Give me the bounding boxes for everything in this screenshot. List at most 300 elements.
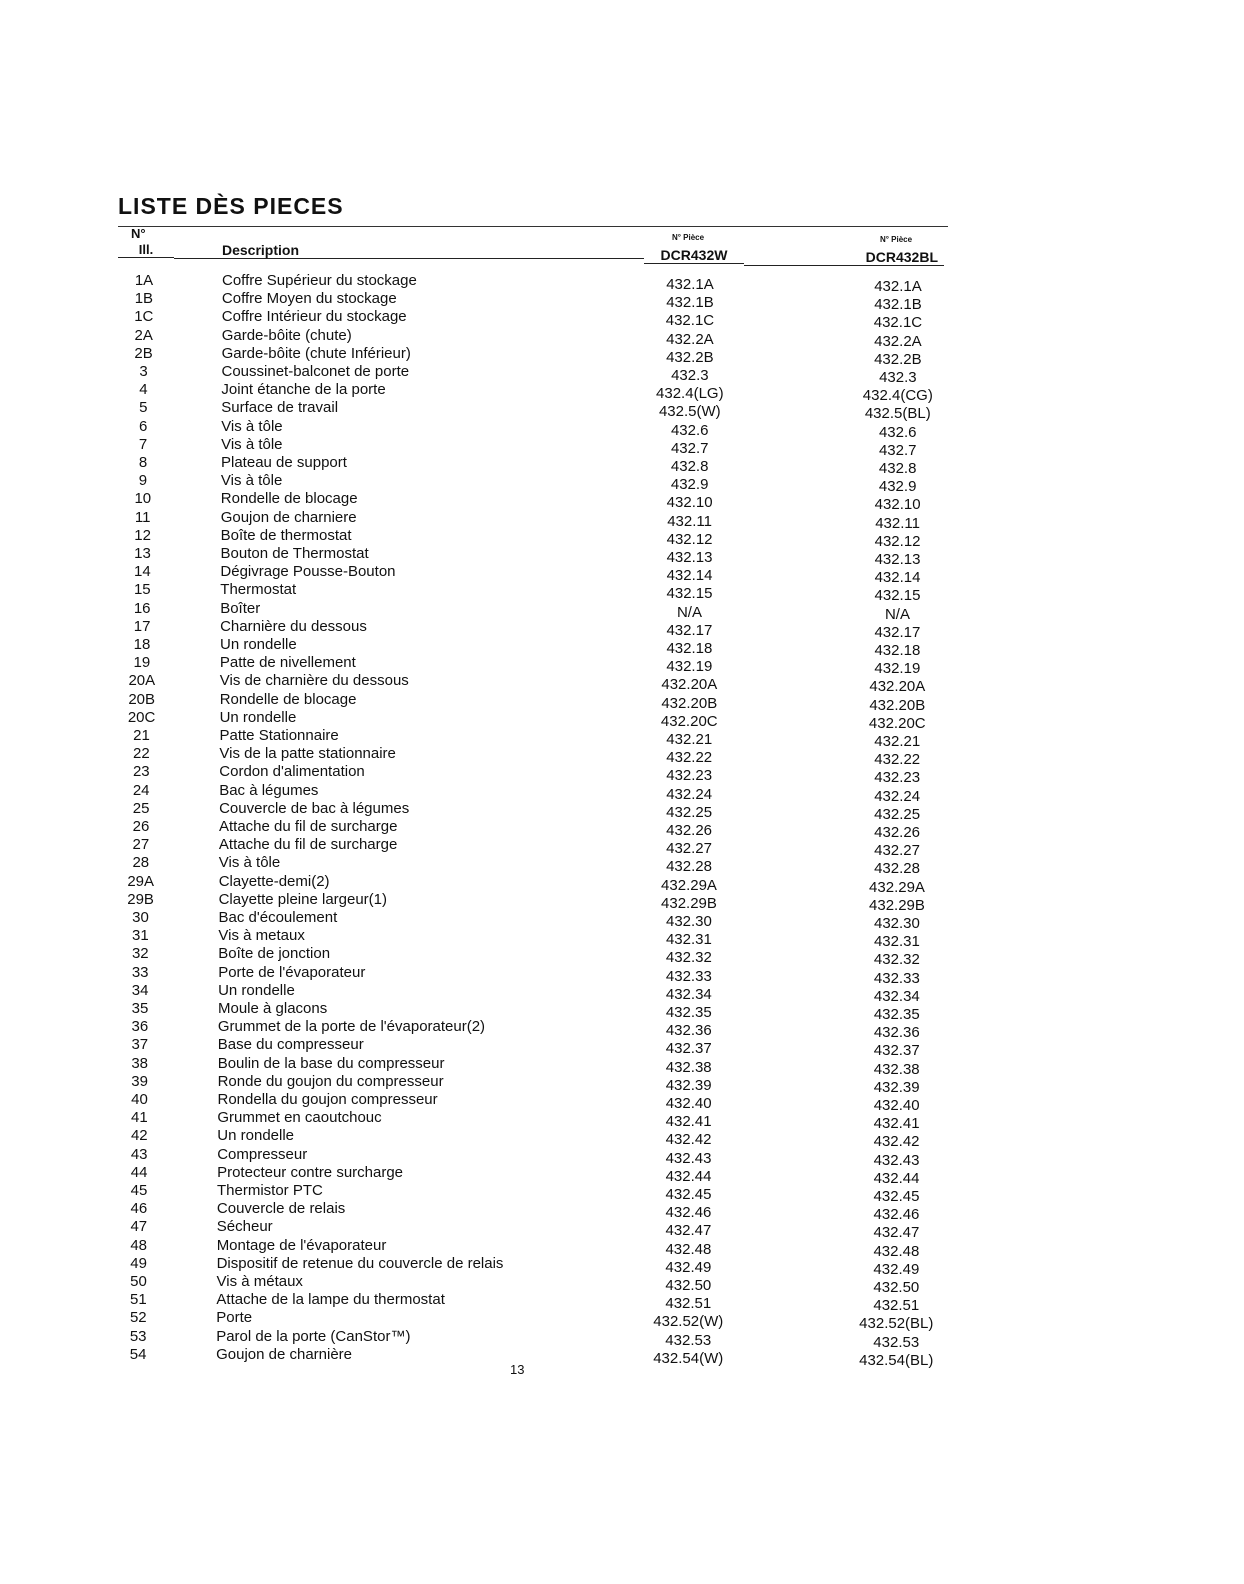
table-row bbox=[0, 909, 1244, 932]
table-row bbox=[0, 381, 1244, 405]
table-row bbox=[0, 526, 1244, 550]
part-code-dcr432w: 432.37 bbox=[665, 1040, 712, 1058]
part-code-dcr432w: 432.43 bbox=[665, 1149, 712, 1167]
part-number: 43 bbox=[130, 1145, 148, 1163]
header-model-1: DCR432W bbox=[644, 247, 744, 264]
table-row bbox=[0, 399, 1244, 423]
part-code-dcr432bl: 432.35 bbox=[873, 1006, 920, 1023]
part-description: Garde-bôite (chute) bbox=[221, 326, 352, 344]
part-description: Boîter bbox=[220, 599, 261, 617]
part-code-dcr432w: 432.8 bbox=[670, 458, 709, 475]
table-row bbox=[0, 927, 1244, 951]
table-row bbox=[0, 799, 1244, 823]
part-description: Couvercle de bac à légumes bbox=[219, 799, 410, 817]
part-code-dcr432w: 432.10 bbox=[666, 494, 713, 512]
part-code-dcr432w: 432.29A bbox=[661, 876, 717, 894]
part-code-dcr432w: 432.47 bbox=[665, 1222, 712, 1240]
table-row bbox=[0, 617, 1244, 641]
part-code-dcr432bl: 432.1A bbox=[874, 278, 922, 295]
part-code-dcr432w: 432.32 bbox=[665, 949, 712, 967]
part-number: 2A bbox=[134, 326, 153, 344]
part-description: Compresseur bbox=[217, 1145, 308, 1163]
part-number: 36 bbox=[131, 1018, 149, 1036]
part-code-dcr432w: 432.20A bbox=[661, 676, 718, 694]
part-code-dcr432bl: 432.19 bbox=[874, 660, 921, 678]
part-code-dcr432w: 432.1A bbox=[666, 276, 714, 293]
table-row bbox=[0, 654, 1244, 678]
part-code-dcr432w: 432.38 bbox=[665, 1058, 712, 1076]
table-row bbox=[0, 981, 1244, 1005]
part-number: 5 bbox=[139, 399, 148, 417]
part-code-dcr432w: 432.39 bbox=[665, 1076, 712, 1094]
part-code-dcr432bl: 432.13 bbox=[874, 551, 921, 568]
part-description: Vis à tôle bbox=[218, 854, 281, 872]
part-code-dcr432bl: 432.2B bbox=[874, 350, 922, 368]
part-number: 34 bbox=[131, 981, 149, 999]
part-number: 37 bbox=[131, 1036, 149, 1054]
part-description: Porte de l'évaporateur bbox=[218, 963, 366, 981]
part-code-dcr432bl: 432.29A bbox=[869, 878, 925, 896]
part-code-dcr432w: 432.27 bbox=[666, 840, 712, 858]
table-row bbox=[0, 344, 1244, 368]
part-description: Vis à tôle bbox=[221, 417, 283, 435]
part-number: 19 bbox=[133, 654, 151, 672]
part-description: Un rondelle bbox=[219, 708, 297, 726]
table-row bbox=[0, 1309, 1244, 1333]
part-number: 29A bbox=[127, 872, 155, 890]
part-code-dcr432w: 432.20B bbox=[661, 694, 718, 712]
part-code-dcr432bl: 432.36 bbox=[873, 1024, 920, 1042]
part-code-dcr432bl: 432.39 bbox=[873, 1078, 920, 1096]
table-row bbox=[0, 417, 1244, 441]
table-row bbox=[0, 1145, 1244, 1169]
part-number: 31 bbox=[132, 927, 149, 945]
part-number: 10 bbox=[134, 490, 152, 508]
part-code-dcr432bl: 432.12 bbox=[874, 532, 921, 550]
page-title: LISTE DÈS PIECES bbox=[118, 193, 344, 219]
part-code-dcr432bl: 432.30 bbox=[873, 915, 920, 932]
part-number: 13 bbox=[134, 545, 151, 562]
part-code-dcr432bl: 432.10 bbox=[874, 496, 921, 514]
table-row bbox=[0, 1182, 1244, 1205]
part-description: Boulin de la base du compresseur bbox=[217, 1054, 445, 1072]
part-code-dcr432bl: 432.27 bbox=[874, 842, 920, 860]
part-code-dcr432w: 432.36 bbox=[665, 1022, 712, 1040]
part-code-dcr432bl: 432.3 bbox=[879, 369, 917, 386]
table-row bbox=[0, 672, 1244, 696]
part-code-dcr432w: 432.25 bbox=[666, 803, 713, 821]
part-code-dcr432bl: 432.6 bbox=[878, 423, 917, 441]
part-code-dcr432w: 432.28 bbox=[666, 858, 712, 876]
header-description: Description bbox=[174, 242, 644, 259]
part-code-dcr432bl: N/A bbox=[884, 605, 910, 623]
part-description: Un rondelle bbox=[220, 636, 297, 653]
table-row bbox=[0, 272, 1244, 295]
part-code-dcr432bl: 432.46 bbox=[873, 1206, 920, 1224]
table-row bbox=[0, 1163, 1244, 1187]
part-description: Coffre Supérieur du stockage bbox=[222, 272, 417, 289]
part-code-dcr432bl: 432.43 bbox=[873, 1151, 920, 1169]
part-description: Attache du fil de surcharge bbox=[218, 836, 398, 854]
part-code-dcr432bl: 432.54(BL) bbox=[859, 1351, 934, 1369]
part-number: 22 bbox=[133, 745, 150, 763]
part-number: 38 bbox=[131, 1054, 149, 1072]
part-code-dcr432bl: 432.11 bbox=[875, 514, 920, 532]
part-code-dcr432w: 432.14 bbox=[666, 567, 713, 585]
part-code-dcr432w: 432.22 bbox=[666, 749, 713, 767]
part-description: Bac à légumes bbox=[219, 781, 319, 799]
part-number: 20B bbox=[128, 690, 156, 708]
part-number: 20A bbox=[128, 672, 156, 690]
part-code-dcr432bl: 432.28 bbox=[874, 860, 920, 878]
part-description: Goujon de charniere bbox=[220, 508, 357, 526]
part-code-dcr432bl: 432.33 bbox=[873, 969, 920, 987]
part-number: 7 bbox=[138, 435, 148, 453]
part-code-dcr432w: 432.4(LG) bbox=[656, 385, 724, 403]
part-number: 45 bbox=[130, 1182, 148, 1199]
part-code-dcr432w: 432.31 bbox=[665, 931, 712, 949]
part-code-dcr432bl: 432.51 bbox=[873, 1297, 920, 1315]
title-rule bbox=[118, 226, 948, 227]
part-number: 2B bbox=[134, 344, 153, 362]
part-code-dcr432bl: 432.38 bbox=[873, 1060, 920, 1078]
part-number: 50 bbox=[130, 1273, 147, 1290]
table-row bbox=[0, 818, 1244, 841]
header-no: N° bbox=[131, 226, 146, 241]
part-code-dcr432w: 432.2A bbox=[666, 330, 714, 348]
part-code-dcr432w: 432.17 bbox=[666, 621, 713, 639]
part-code-dcr432w: 432.18 bbox=[666, 640, 713, 657]
part-description: Coussinet-balconet de porte bbox=[221, 363, 410, 380]
part-code-dcr432bl: 432.47 bbox=[873, 1224, 920, 1242]
table-row bbox=[0, 745, 1244, 769]
part-code-dcr432w: 432.53 bbox=[665, 1331, 712, 1349]
part-code-dcr432bl: 432.32 bbox=[873, 951, 920, 969]
part-code-dcr432w: 432.5(W) bbox=[658, 403, 721, 421]
table-row bbox=[0, 890, 1244, 914]
part-code-dcr432w: 432.26 bbox=[666, 822, 713, 839]
part-code-dcr432w: N/A bbox=[676, 603, 702, 621]
part-code-dcr432w: 432.40 bbox=[665, 1095, 712, 1112]
part-description: Parol de la porte (CanStor™) bbox=[216, 1327, 411, 1345]
part-number: 3 bbox=[139, 363, 148, 380]
part-number: 39 bbox=[131, 1072, 148, 1090]
part-number: 15 bbox=[133, 581, 151, 599]
part-code-dcr432w: 432.52(W) bbox=[653, 1313, 724, 1331]
part-code-dcr432bl: 432.41 bbox=[873, 1115, 920, 1133]
part-code-dcr432w: 432.13 bbox=[666, 549, 713, 566]
part-number: 47 bbox=[130, 1218, 148, 1236]
part-description: Joint étanche de la porte bbox=[221, 381, 386, 399]
table-row bbox=[0, 1018, 1244, 1042]
part-number: 48 bbox=[130, 1236, 148, 1254]
header-model-2: DCR432BL bbox=[744, 249, 944, 266]
part-number: 16 bbox=[133, 599, 151, 617]
part-description: Plateau de support bbox=[221, 454, 347, 471]
part-number: 17 bbox=[133, 617, 151, 635]
table-row bbox=[0, 1327, 1244, 1351]
table-row bbox=[0, 508, 1244, 532]
part-number: 29B bbox=[127, 890, 154, 908]
header-piece-label-1: N° Pièce bbox=[671, 233, 705, 242]
part-number: 24 bbox=[132, 781, 150, 799]
part-code-dcr432bl: 432.53 bbox=[873, 1333, 920, 1351]
part-number: 40 bbox=[131, 1091, 148, 1108]
part-description: Ronde du goujon du compresseur bbox=[217, 1072, 444, 1090]
part-description: Attache de la lampe du thermostat bbox=[216, 1291, 445, 1309]
part-description: Boîte de thermostat bbox=[220, 526, 352, 544]
part-code-dcr432w: 432.15 bbox=[666, 585, 713, 603]
part-code-dcr432bl: 432.22 bbox=[874, 751, 921, 769]
part-code-dcr432bl: 432.8 bbox=[878, 460, 917, 477]
part-number: 11 bbox=[134, 508, 151, 526]
table-row bbox=[0, 1273, 1244, 1296]
part-description: Rondella du goujon compresseur bbox=[217, 1091, 438, 1108]
part-number: 25 bbox=[132, 799, 150, 817]
part-description: Attache du fil de surcharge bbox=[219, 818, 398, 835]
part-number: 35 bbox=[131, 1000, 149, 1017]
part-number: 26 bbox=[132, 818, 150, 835]
part-code-dcr432w: 432.41 bbox=[665, 1113, 712, 1131]
part-code-dcr432bl: 432.21 bbox=[874, 733, 921, 750]
part-code-dcr432bl: 432.49 bbox=[873, 1260, 920, 1278]
part-description: Charnière du dessous bbox=[220, 617, 367, 635]
part-number: 1A bbox=[134, 272, 154, 289]
part-code-dcr432bl: 432.42 bbox=[873, 1133, 920, 1151]
table-row bbox=[0, 708, 1244, 732]
part-description: Vis de charnière du dessous bbox=[219, 672, 409, 690]
table-row bbox=[0, 763, 1244, 787]
part-code-dcr432w: 432.7 bbox=[670, 439, 709, 457]
part-description: Sécheur bbox=[216, 1218, 273, 1236]
part-code-dcr432bl: 432.17 bbox=[874, 623, 921, 641]
part-description: Vis à metaux bbox=[218, 927, 305, 945]
part-code-dcr432w: 432.54(W) bbox=[653, 1349, 724, 1367]
part-description: Un rondelle bbox=[218, 981, 295, 999]
table-row bbox=[0, 690, 1244, 714]
part-description: Dispositif de retenue du couvercle de relais bbox=[216, 1254, 504, 1272]
table-row bbox=[0, 836, 1244, 860]
part-description: Coffre Intérieur du stockage bbox=[221, 308, 407, 326]
part-description: Vis à tôle bbox=[220, 472, 283, 490]
part-number: 4 bbox=[139, 381, 148, 399]
part-code-dcr432bl: 432.4(CG) bbox=[862, 387, 933, 405]
part-code-dcr432w: 432.2B bbox=[666, 348, 714, 366]
part-description: Grummet de la porte de l'évaporateur(2) bbox=[217, 1018, 486, 1036]
part-description: Vis à tôle bbox=[221, 435, 283, 453]
part-number: 46 bbox=[130, 1200, 148, 1218]
part-number: 32 bbox=[131, 945, 149, 963]
part-code-dcr432w: 432.23 bbox=[666, 767, 713, 785]
part-code-dcr432w: 432.30 bbox=[665, 913, 712, 930]
part-number: 23 bbox=[132, 763, 150, 781]
part-description: Porte bbox=[216, 1309, 253, 1327]
table-row bbox=[0, 945, 1244, 969]
part-code-dcr432bl: 432.24 bbox=[874, 787, 921, 805]
part-number: 53 bbox=[129, 1327, 147, 1345]
part-number: 1C bbox=[134, 308, 154, 326]
table-row bbox=[0, 1000, 1244, 1023]
table-row bbox=[0, 290, 1244, 314]
part-code-dcr432w: 432.21 bbox=[666, 731, 713, 748]
table-row bbox=[0, 872, 1244, 896]
part-code-dcr432w: 432.42 bbox=[665, 1131, 712, 1149]
table-row bbox=[0, 1218, 1244, 1242]
table-row bbox=[0, 563, 1244, 587]
part-code-dcr432bl: 432.20B bbox=[869, 696, 926, 714]
part-description: Grummet en caoutchouc bbox=[217, 1109, 382, 1127]
part-description: Bouton de Thermostat bbox=[220, 545, 369, 562]
part-number: 8 bbox=[138, 454, 148, 471]
part-code-dcr432w: 432.49 bbox=[665, 1258, 712, 1276]
table-row bbox=[0, 1109, 1244, 1133]
table-row bbox=[0, 599, 1244, 623]
part-description: Patte de nivellement bbox=[219, 654, 356, 672]
part-code-dcr432bl: 432.2A bbox=[874, 332, 922, 350]
part-code-dcr432w: 432.45 bbox=[665, 1186, 712, 1203]
part-number: 49 bbox=[130, 1254, 147, 1272]
part-code-dcr432bl: 432.44 bbox=[873, 1169, 920, 1187]
part-code-dcr432w: 432.1B bbox=[666, 294, 714, 312]
part-description: Vis à métaux bbox=[216, 1273, 303, 1290]
part-number: 27 bbox=[132, 836, 150, 854]
part-code-dcr432w: 432.29B bbox=[661, 894, 717, 912]
table-row bbox=[0, 727, 1244, 750]
part-code-dcr432bl: 432.50 bbox=[873, 1279, 920, 1296]
part-number: 54 bbox=[129, 1345, 147, 1363]
part-code-dcr432bl: 432.14 bbox=[874, 569, 921, 587]
part-code-dcr432w: 432.44 bbox=[665, 1167, 712, 1185]
part-code-dcr432bl: 432.34 bbox=[873, 987, 920, 1005]
part-code-dcr432w: 432.46 bbox=[665, 1204, 712, 1222]
part-number: 6 bbox=[139, 417, 148, 435]
part-number: 42 bbox=[130, 1127, 148, 1145]
part-code-dcr432bl: 432.26 bbox=[874, 824, 921, 841]
part-number: 9 bbox=[138, 472, 148, 490]
part-code-dcr432bl: 432.15 bbox=[874, 587, 921, 605]
part-code-dcr432bl: 432.48 bbox=[873, 1242, 920, 1260]
part-code-dcr432w: 432.6 bbox=[670, 421, 709, 439]
table-row bbox=[0, 545, 1244, 568]
part-description: Rondelle de blocage bbox=[219, 690, 357, 708]
part-description: Patte Stationnaire bbox=[219, 727, 339, 744]
table-row bbox=[0, 454, 1244, 477]
part-number: 52 bbox=[129, 1309, 147, 1327]
part-number: 28 bbox=[132, 854, 150, 872]
part-description: Cordon d'alimentation bbox=[219, 763, 365, 781]
part-description: Boîte de jonction bbox=[218, 945, 331, 963]
part-code-dcr432w: 432.34 bbox=[665, 985, 712, 1003]
part-description: Thermostat bbox=[220, 581, 297, 599]
table-row bbox=[0, 363, 1244, 386]
part-code-dcr432w: 432.48 bbox=[665, 1240, 712, 1258]
part-code-dcr432bl: 432.52(BL) bbox=[859, 1315, 934, 1333]
part-description: Un rondelle bbox=[217, 1127, 295, 1145]
part-code-dcr432bl: 432.20C bbox=[868, 714, 926, 732]
part-number: 41 bbox=[131, 1109, 148, 1127]
table-row bbox=[0, 581, 1244, 605]
part-description: Goujon de charnière bbox=[216, 1345, 353, 1363]
part-description: Protecteur contre surcharge bbox=[217, 1163, 404, 1181]
table-row bbox=[0, 1291, 1244, 1315]
page-number: 13 bbox=[510, 1362, 525, 1377]
part-number: 20C bbox=[127, 708, 156, 726]
part-code-dcr432bl: 432.20A bbox=[869, 678, 926, 696]
part-code-dcr432w: 432.51 bbox=[665, 1295, 712, 1313]
part-description: Base du compresseur bbox=[217, 1036, 364, 1054]
part-description: Moule à glacons bbox=[218, 1000, 328, 1017]
part-code-dcr432bl: 432.9 bbox=[878, 478, 917, 496]
table-row bbox=[0, 1091, 1244, 1114]
table-row bbox=[0, 1072, 1244, 1096]
part-code-dcr432w: 432.19 bbox=[666, 658, 713, 676]
table-row bbox=[0, 1036, 1244, 1060]
part-code-dcr432w: 432.9 bbox=[670, 476, 709, 494]
part-code-dcr432bl: 432.1C bbox=[873, 314, 923, 332]
table-row bbox=[0, 490, 1244, 514]
part-code-dcr432w: 432.11 bbox=[667, 512, 712, 530]
part-number: 30 bbox=[132, 909, 149, 926]
part-code-dcr432w: 432.20C bbox=[660, 712, 718, 730]
part-number: 21 bbox=[133, 727, 150, 744]
part-code-dcr432bl: 432.1B bbox=[874, 296, 922, 314]
part-number: 51 bbox=[130, 1291, 147, 1309]
part-code-dcr432bl: 432.7 bbox=[878, 441, 917, 459]
part-description: Clayette-demi(2) bbox=[218, 872, 330, 890]
part-code-dcr432w: 432.50 bbox=[665, 1277, 712, 1294]
table-row bbox=[0, 326, 1244, 350]
part-code-dcr432bl: 432.18 bbox=[874, 642, 921, 659]
part-description: Couvercle de relais bbox=[216, 1200, 346, 1218]
part-description: Dégivrage Pousse-Bouton bbox=[220, 563, 396, 581]
table-row bbox=[0, 308, 1244, 332]
part-code-dcr432bl: 432.5(BL) bbox=[864, 405, 931, 423]
part-code-dcr432w: 432.33 bbox=[665, 967, 712, 985]
header-ill: Ill. bbox=[118, 242, 174, 258]
part-code-dcr432bl: 432.23 bbox=[874, 769, 921, 787]
table-row bbox=[0, 781, 1244, 805]
part-description: Rondelle de blocage bbox=[220, 490, 358, 508]
part-code-dcr432w: 432.35 bbox=[665, 1004, 712, 1021]
table-row bbox=[0, 1236, 1244, 1260]
part-number: 14 bbox=[134, 563, 151, 581]
part-description: Coffre Moyen du stockage bbox=[221, 290, 397, 308]
header-piece-label-2: N° Pièce bbox=[879, 235, 913, 244]
part-description: Vis de la patte stationnaire bbox=[219, 745, 396, 763]
part-description: Clayette pleine largeur(1) bbox=[218, 890, 388, 908]
table-row bbox=[0, 1054, 1244, 1078]
part-code-dcr432bl: 432.25 bbox=[874, 805, 921, 823]
part-description: Bac d'écoulement bbox=[218, 909, 338, 926]
part-code-dcr432w: 432.24 bbox=[666, 785, 713, 803]
part-number: 12 bbox=[134, 526, 151, 544]
part-description: Garde-bôite (chute Inférieur) bbox=[221, 344, 411, 362]
part-number: 18 bbox=[133, 636, 151, 653]
part-code-dcr432bl: 432.40 bbox=[873, 1097, 920, 1114]
part-code-dcr432bl: 432.31 bbox=[873, 933, 920, 951]
table-row bbox=[0, 1345, 1244, 1369]
table-row bbox=[0, 472, 1244, 496]
part-code-dcr432w: 432.1C bbox=[665, 312, 715, 330]
part-description: Thermistor PTC bbox=[217, 1182, 323, 1199]
part-code-dcr432w: 432.3 bbox=[671, 367, 709, 384]
table-row bbox=[0, 1200, 1244, 1224]
table-row bbox=[0, 435, 1244, 459]
part-code-dcr432bl: 432.37 bbox=[873, 1042, 920, 1060]
part-description: Surface de travail bbox=[221, 399, 339, 417]
part-number: 33 bbox=[131, 963, 149, 981]
table-row bbox=[0, 1254, 1244, 1278]
